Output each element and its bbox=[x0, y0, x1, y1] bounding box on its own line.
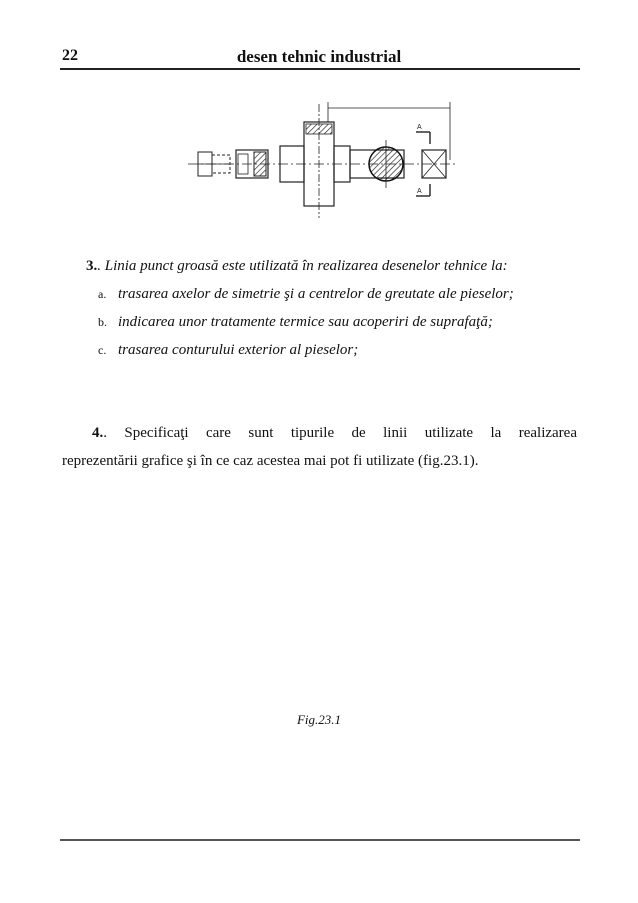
option-a-letter: a. bbox=[98, 287, 107, 301]
option-c-letter: c. bbox=[98, 343, 107, 357]
question-4 bbox=[62, 419, 577, 475]
shaft-drawing bbox=[188, 100, 460, 224]
footer-rule bbox=[60, 839, 580, 841]
question-3-number: 3. bbox=[86, 258, 98, 274]
option-c-text: trasarea conturului exterior al pieselor; bbox=[118, 342, 359, 358]
option-b-letter: b. bbox=[98, 315, 107, 329]
question-4-line2: reprezentării grafice şi în ce caz acestea mai pot fi utilizate (fig.23.1). bbox=[62, 453, 479, 469]
section-label-bottom: A bbox=[417, 188, 422, 195]
option-c bbox=[98, 342, 358, 359]
section-label-top: A bbox=[417, 124, 422, 131]
question-3 bbox=[86, 258, 508, 275]
question-3-text: . Linia punct groasă este utilizată în realizarea desenelor tehnice la: bbox=[97, 258, 508, 274]
question-4-line1: 4.. Specificaţi care sunt tipurile de linii utilizate la realizarea bbox=[92, 425, 577, 441]
option-a bbox=[98, 286, 514, 303]
option-b bbox=[98, 314, 493, 331]
figure-caption: Fig.23.1 bbox=[296, 712, 342, 727]
question-4-number: 4. bbox=[92, 425, 104, 441]
option-a-text: trasarea axelor de simetrie şi a centrelor de greutate ale pieselor; bbox=[118, 286, 514, 302]
page-number: 22 bbox=[62, 47, 78, 64]
header-rule bbox=[60, 68, 580, 70]
option-b-text: indicarea unor tratamente termice sau acoperiri de suprafaţă; bbox=[118, 314, 493, 330]
page-header-title: desen tehnic industrial bbox=[236, 47, 402, 66]
